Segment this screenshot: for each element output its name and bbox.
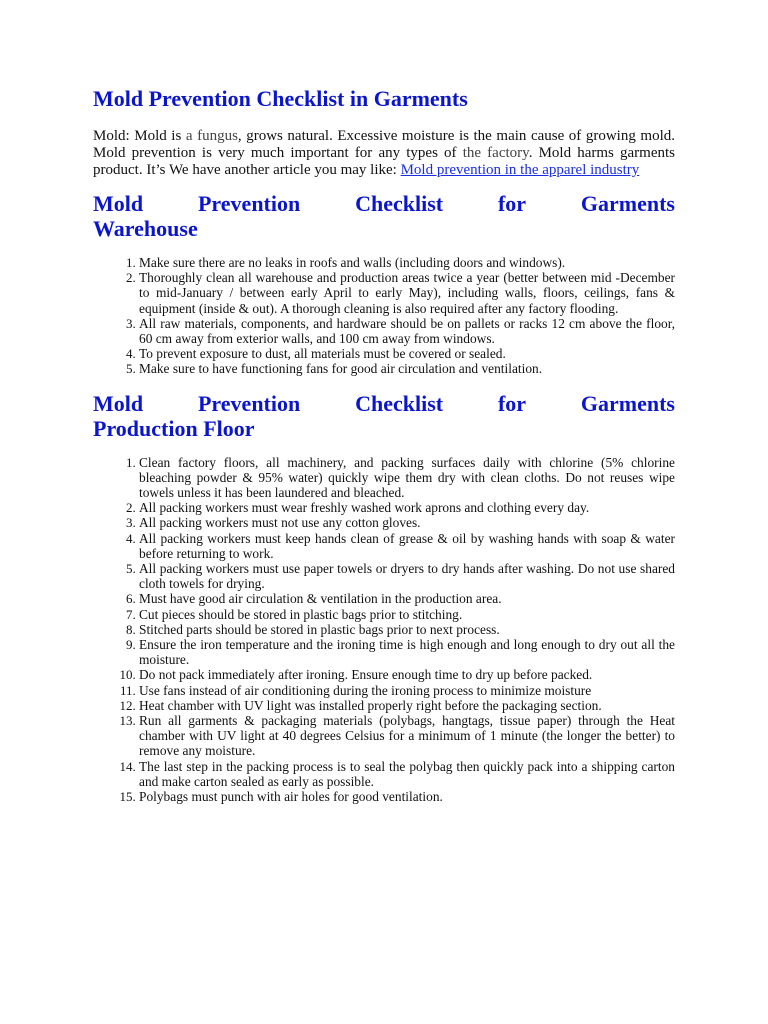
heading-word: Garments — [580, 191, 675, 216]
intro-text-1: Mold: Mold is — [93, 128, 182, 144]
intro-fungus-text: a fungus — [185, 128, 238, 144]
warehouse-heading-line2: Warehouse — [93, 216, 198, 241]
checklist-item: 15. Polybags must punch with air holes for good ventilation. — [139, 789, 675, 804]
checklist-item: 13. Run all garments & packaging materials (polybags, hangtags, tissue paper) through the Heat chamber with UV light at 40 degrees Celsius for a minimum of 1 minute (the longer the better) to remove any moisture. — [139, 713, 675, 759]
intro-text-2: , grows natural. Excessive moisture is the main cause of growing mold. Mold prevention is very much important for any types of — [93, 128, 675, 161]
checklist-item: 11. Use fans instead of air conditioning during the ironing process to minimize moisture — [139, 683, 675, 698]
checklist-item: 6. Must have good air circulation & ventilation in the production area. — [139, 591, 675, 606]
checklist-item: 1. Make sure there are no leaks in roofs and walls (including doors and windows). — [139, 255, 675, 270]
heading-word: for — [497, 390, 527, 416]
intro-text-3: . Mold harms garments product. It’s We have another article you may like: — [93, 145, 676, 178]
checklist-item: 3. All raw materials, components, and hardware should be on pallets or racks 12 cm above the floor, 60 cm away from exterior walls, and 100 cm away from windows. — [139, 316, 675, 346]
heading-word: Prevention — [197, 390, 301, 416]
warehouse-checklist — [93, 255, 675, 377]
intro-factory-text: the factory — [462, 145, 529, 161]
checklist-item: 1. Clean factory floors, all machinery, and packing surfaces daily with chlorine (5% chlorine bleaching powder & 95% water) quickly wipe them dry with clean cloths. Do not reuses wipe towels unless it has been laundered and bleached. — [139, 455, 675, 501]
checklist-item: 8. Stitched parts should be stored in plastic bags prior to next process. — [139, 622, 675, 637]
warehouse-heading-line1 — [93, 191, 675, 216]
related-article-link[interactable]: Mold prevention in the apparel industry — [400, 162, 640, 178]
warehouse-heading — [93, 191, 675, 241]
checklist-item: 4. To prevent exposure to dust, all materials must be covered or sealed. — [139, 346, 675, 361]
checklist-item: 14. The last step in the packing process is to seal the polybag then quickly pack into a shipping carton and make carton sealed as early as possible. — [139, 759, 675, 789]
checklist-item: 12. Heat chamber with UV light was installed properly right before the packaging section. — [139, 698, 675, 713]
production-heading-line1 — [93, 391, 675, 416]
page-title: Mold Prevention Checklist in Garments — [93, 86, 468, 111]
production-heading — [93, 391, 675, 441]
checklist-item: 3. All packing workers must not use any cotton gloves. — [139, 515, 675, 530]
heading-word: Checklist — [355, 191, 444, 216]
checklist-item: 9. Ensure the iron temperature and the ironing time is high enough and long enough to dry out all the moisture. — [139, 637, 675, 667]
checklist-item: 2. All packing workers must wear freshly washed work aprons and clothing every day. — [139, 500, 675, 515]
heading-word: for — [497, 191, 527, 216]
heading-word: Prevention — [197, 191, 301, 216]
document-page — [93, 86, 675, 818]
intro-paragraph — [93, 128, 675, 179]
production-checklist — [93, 455, 675, 805]
heading-word: Garments — [580, 390, 675, 416]
heading-word: Mold — [93, 191, 144, 216]
checklist-item: 10. Do not pack immediately after ironing. Ensure enough time to dry up before packed. — [139, 667, 675, 682]
heading-word: Checklist — [355, 390, 444, 416]
checklist-item: 5. All packing workers must use paper towels or dryers to dry hands after washing. Do not use shared cloth towels for drying. — [139, 561, 675, 591]
checklist-item: 5. Make sure to have functioning fans for good air circulation and ventilation. — [139, 361, 675, 376]
checklist-item: 2. Thoroughly clean all warehouse and production areas twice a year (better between mid -December to mid-January / between early April to early May), including walls, floors, ceilings, fans & equipment (inside & out). A thorough cleaning is also required after any factory flooding. — [139, 270, 675, 316]
heading-word: Mold — [93, 390, 144, 416]
checklist-item: 4. All packing workers must keep hands clean of grease & oil by washing hands with soap & water before returning to work. — [139, 531, 675, 561]
checklist-item: 7. Cut pieces should be stored in plastic bags prior to stitching. — [139, 607, 675, 622]
production-heading-line2: Production Floor — [93, 415, 255, 441]
